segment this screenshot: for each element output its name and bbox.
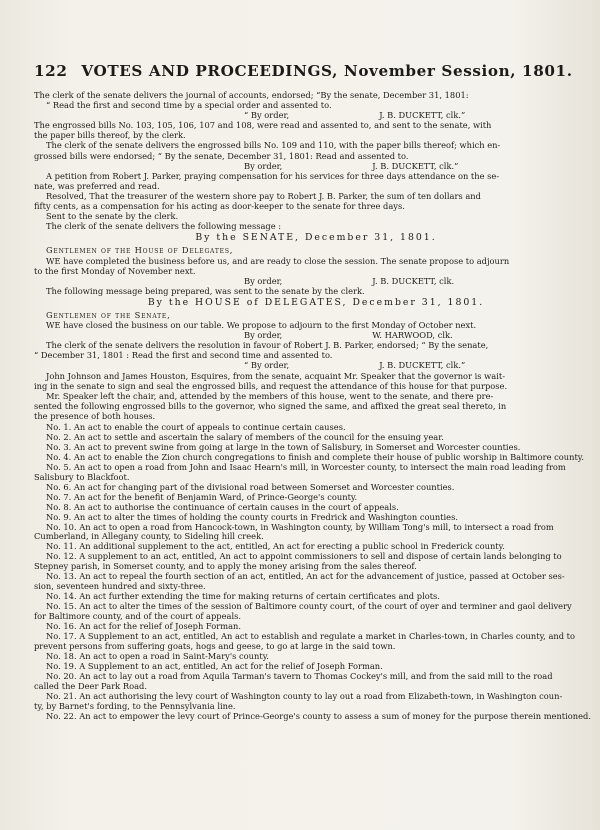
signature: W. HARWOOD, clk. <box>372 330 453 341</box>
list-item: No. 1. An act to enable the court of appeals to continue certain causes. <box>46 423 346 432</box>
signature: J. B. DUCKETT, clk.” <box>379 110 466 121</box>
text-line: grossed bills were endorsed; “ By the senate, December 31, 1801: Read and assented to. <box>34 150 409 161</box>
list-item: prevent persons from suffering goats, hogs and geese, to go at large in the said town. <box>34 641 396 651</box>
text-line: Mr. Speaker left the chair, and, attended by the members of this house, went to the senate, and there pre- <box>46 390 494 401</box>
text-line: Resolved, That the treasurer of the western shore pay to Robert J. B. Parker, the sum of ten dollars and <box>46 190 481 201</box>
list-item: No. 16. An act for the relief of Joseph Forman. <box>46 622 241 632</box>
list-item: No. 13. An act to repeal the fourth section of an act, entitled, An act for the advancement of justice, passed at October ses- <box>46 572 565 582</box>
list-item: No. 22. An act to empower the levy court of Prince-George's county to assess a sum of money for the purpose therein mentioned. <box>46 711 591 721</box>
text-line: sented the following engrossed bills to the governor, who signed the same, and affixed the great seal thereto, in <box>34 400 507 411</box>
list-item: sion, seventeen hundred and sixty-three. <box>34 582 206 592</box>
text-line: The clerk of the senate delivers the journal of accounts, endorsed; “By the senate, December 31, 1801: <box>34 90 469 100</box>
list-item: called the Deer Park Road. <box>34 681 147 691</box>
list-item: for Baltimore county, and of the court of appeals. <box>34 612 242 622</box>
journal-body <box>34 90 598 722</box>
list-item: No. 15. An act to alter the times of the session of Baltimore county court, of the court of oyer and terminer and gaol delivery <box>46 602 572 612</box>
text-line: The following message being prepared, was sent to the senate by the clerk. <box>46 285 365 296</box>
order-line: “ By order, J. B. DUCKETT, clk.” <box>244 110 466 121</box>
acts-list <box>34 423 598 722</box>
list-item: No. 4. An act to enable the Zion church congregations to finish and complete their house of public worship in Baltimore county. <box>46 452 585 462</box>
text-line: “ Read the first and second time by a special order and assented to. <box>46 100 332 111</box>
text-line: WE have closed the business on our table. We propose to adjourn to the first Monday of October next. <box>46 320 477 331</box>
order-line: By order, J. B. DUCKETT, clk.” <box>244 160 459 171</box>
text-line: The clerk of the senate delivers the engrossed bills No. 109 and 110, with the paper bills thereof; which en- <box>46 140 501 151</box>
text-line: WE have completed the business before us, and are ready to close the session. The senate propose to adjourn <box>46 255 510 266</box>
list-item: No. 20. An act to lay out a road from Aquila Tarman's tavern to Thomas Cockey's mill, and from the said mill to the road <box>46 671 553 681</box>
list-item: Cumberland, in Allegany county, to Sideling hill creek. <box>34 532 264 542</box>
list-item: Stepney parish, in Somerset county, and to apply the money arising from the sales thereof. <box>34 562 417 572</box>
message-heading: By the SENATE, December 31, 1801. <box>195 233 437 244</box>
signature: J. B. DUCKETT, clk.” <box>379 360 466 371</box>
list-item: No. 19. A Supplement to an act, entitled, An act for the relief of Joseph Forman. <box>46 661 383 671</box>
text-line: The clerk of the senate delivers the following message : <box>46 221 282 232</box>
running-header <box>34 62 594 80</box>
list-item: No. 14. An act further extending the time for making returns of certain certificates and plots. <box>46 592 440 602</box>
list-item: No. 9. An act to alter the times of holding the county courts in Fredrick and Washington counties. <box>46 512 458 522</box>
signature: J. B. DUCKETT, clk.” <box>372 160 459 171</box>
order-line: “ By order, J. B. DUCKETT, clk.” <box>244 360 466 371</box>
list-item: ty, by Barnet's fording, to the Pennsylvania line. <box>34 701 236 711</box>
salutation: Gentlemen of the House of Delegates, <box>46 245 234 256</box>
text-line: nate, was preferred and read. <box>34 180 160 191</box>
list-item: No. 11. An additional supplement to the act, entitled, An act for erecting a public school in Frederick county. <box>46 542 505 552</box>
text-line: The engrossed bills No. 103, 105, 106, 107 and 108, were read and assented to, and sent to the senate, with <box>34 120 492 131</box>
text-line: fifty cents, as a compensation for his acting as door-keeper to the senate for three days. <box>34 201 405 212</box>
list-item: No. 2. An act to settle and ascertain the salary of members of the council for the ensuing year. <box>46 432 444 442</box>
list-item: No. 10. An act to open a road from Hancock-town, in Washington county, by William Tong's mill, to intersect a road from <box>46 522 554 532</box>
list-item: No. 21. An act authorising the levy court of Washington county to lay out a road from Elizabeth-town, in Washington coun- <box>46 691 563 701</box>
message-heading: By the HOUSE of DELEGATES, December 31, 1801. <box>147 297 485 308</box>
list-item: No. 5. An act to open a road from John and Isaac Hearn's mill, in Worcester county, to intersect the main road leading from <box>46 462 566 472</box>
list-item: Salisbury to Blackfoot. <box>34 472 130 482</box>
text-line: ing in the senate to sign and seal the engrossed bills, and request the attendance of this house for that purpose. <box>34 380 508 391</box>
text-line: John Johnson and James Houston, Esquires, from the senate, acquaint Mr. Speaker that the governor is wait- <box>46 370 506 381</box>
order-line: By order, J. B. DUCKETT, clk. <box>244 275 455 286</box>
list-item: No. 18. An act to open a road in Saint-Mary's county. <box>46 651 269 661</box>
text-line: the paper bills thereof, by the clerk. <box>34 130 186 141</box>
list-item: No. 6. An act for changing part of the divisional road between Somerset and Worcester counties. <box>46 482 455 492</box>
page-title: VOTES AND PROCEEDINGS, November Session, 1801. <box>81 62 573 80</box>
list-item: No. 12. A supplement to an act, entitled, An act to appoint commissioners to sell and dispose of certain lands belonging to <box>46 552 562 562</box>
text-line: “ December 31, 1801 : Read the first and second time and assented to. <box>34 350 333 361</box>
list-item: No. 7. An act for the benefit of Benjamin Ward, of Prince-George's county. <box>46 492 358 502</box>
page-number: 122 <box>34 62 68 80</box>
text-line: Sent to the senate by the clerk. <box>46 211 179 222</box>
order-line: By order, W. HARWOOD, clk. <box>244 330 453 341</box>
signature: J. B. DUCKETT, clk. <box>372 275 455 286</box>
list-item: No. 8. An act to authorise the continuance of certain causes in the court of appeals. <box>46 502 399 512</box>
text-line: the presence of both houses. <box>34 410 156 421</box>
salutation: Gentlemen of the Senate, <box>46 309 171 320</box>
list-item: No. 17. A Supplement to an act, entitled, An act to establish and regulate a market in Charles-town, in Charles county, and to <box>46 632 576 642</box>
list-item: No. 3. An act to prevent swine from going at large in the town of Salisbury, in Somerset and Worcester counties. <box>46 442 521 452</box>
text-line: The clerk of the senate delivers the resolution in favour of Robert J. B. Parker, endorsed; “ By the senate, <box>46 340 489 351</box>
text-line: A petition from Robert J. Parker, praying compensation for his services for three days attendance on the se- <box>46 170 500 181</box>
text-line: to the first Monday of November next. <box>34 265 196 276</box>
